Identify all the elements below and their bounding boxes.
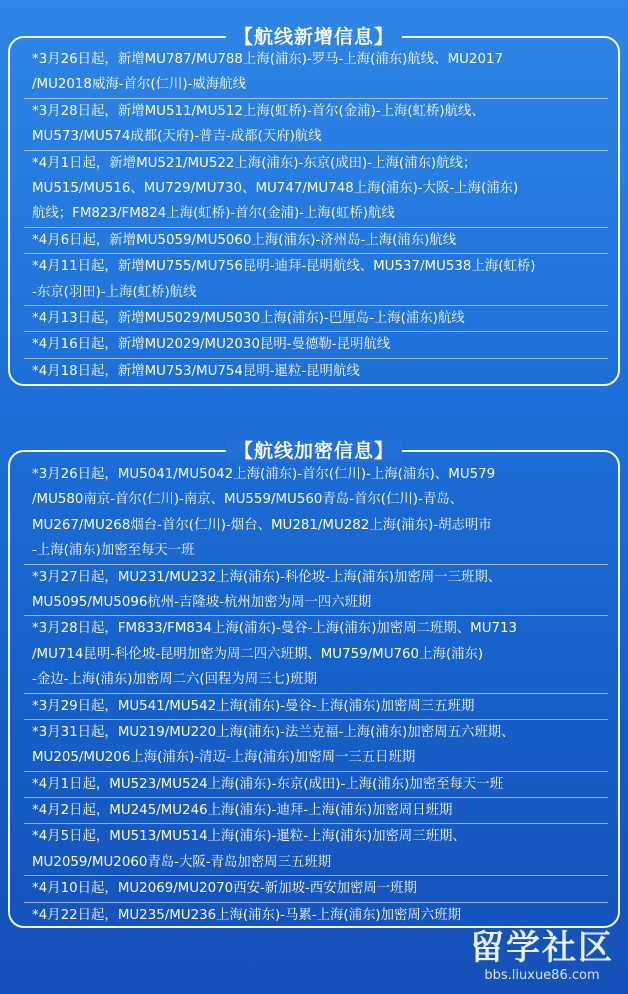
route-item-line: *3月26日起，新增MU787/MU788上海(浦东)-罗马-上海(浦东)航线、MU2017	[32, 52, 504, 67]
new-routes-title-text: 【航线新增信息】	[226, 26, 402, 48]
watermark	[470, 928, 614, 984]
route-item	[24, 694, 608, 720]
route-item-line: -金边-上海(浦东)加密周二六(回程为周三七)班期	[32, 672, 317, 688]
route-item-line: *4月10日起，MU2069/MU2070西安-新加坡-西安加密周一班期	[32, 881, 417, 897]
route-item-line: *3月29日起，MU541/MU542上海(浦东)-曼谷-上海(浦东)加密周三五班期	[32, 698, 475, 714]
route-item	[24, 616, 608, 693]
route-item-line: MU573/MU574成都(天府)-普吉-成都(天府)航线	[32, 129, 322, 145]
route-item	[24, 228, 608, 254]
added-frequency-panel	[8, 450, 620, 928]
route-item-line: *3月26日起，MU5041/MU5042上海(浦东)-首尔(仁川)-上海(浦东)、MU579	[32, 467, 496, 482]
added-frequency-title-text: 【航线加密信息】	[226, 440, 402, 462]
new-routes-panel	[8, 36, 620, 386]
new-routes-title	[0, 22, 628, 49]
route-item-line: *4月2日起，MU245/MU246上海(浦东)-迪拜-上海(浦东)加密周日班期	[32, 803, 453, 819]
route-item-line: /MU2018威海-首尔(仁川)-威海航线	[32, 77, 246, 93]
route-item	[24, 565, 608, 617]
route-item-line: -东京(羽田)-上海(虹桥)航线	[32, 284, 197, 300]
route-item-line: *3月31日起，MU219/MU220上海(浦东)-法兰克福-上海(浦东)加密周五六班期、	[32, 724, 515, 740]
route-item	[24, 359, 608, 384]
route-item-line: /MU580南京-首尔(仁川)-南京、MU559/MU560青岛-首尔(仁川)-青岛、	[32, 492, 464, 508]
route-item-line: *4月6日起，新增MU5059/MU5060上海(浦东)-济州岛-上海(浦东)航线	[32, 232, 457, 248]
route-item-line: *4月22日起，MU235/MU236上海(浦东)-马累-上海(浦东)加密周六班期	[32, 907, 461, 923]
route-item-line: MU5095/MU5096杭州-吉隆坡-杭州加密为周一四六班期	[32, 594, 372, 610]
route-item	[24, 462, 608, 565]
route-item-line: *4月11日起，新增MU755/MU756昆明-迪拜-昆明航线、MU537/MU538上海(虹桥)	[32, 259, 536, 275]
route-item-line: *4月13日起，新增MU5029/MU5030上海(浦东)-巴厘岛-上海(浦东)航线	[32, 310, 465, 326]
route-item-line: *3月28日起，FM833/FM834上海(浦东)-曼谷-上海(浦东)加密周二班期、MU713	[32, 621, 518, 637]
route-item-line: *4月16日起，新增MU2029/MU2030昆明-曼德勒-昆明航线	[32, 337, 391, 353]
route-item-line: /MU714昆明-科伦坡-昆明加密为周二四六班期、MU759/MU760上海(浦东)	[32, 646, 484, 662]
route-item	[24, 47, 608, 99]
route-item-line: MU267/MU268烟台-首尔(仁川)-烟台、MU281/MU282上海(浦东)-胡志明市	[32, 517, 492, 533]
route-item-line: 航线；FM823/FM824上海(虹桥)-首尔(金浦)-上海(虹桥)航线	[32, 206, 395, 222]
route-item	[24, 332, 608, 358]
route-item	[24, 720, 608, 772]
route-item	[24, 903, 608, 928]
route-item-line: *4月1日起，新增MU521/MU522上海(浦东)-东京(成田)-上海(浦东)航线；	[32, 155, 477, 171]
route-item-line: *4月5日起，MU513/MU514上海(浦东)-暹粒-上海(浦东)加密周三班期、	[32, 829, 466, 845]
route-item	[24, 99, 608, 151]
route-item	[24, 772, 608, 798]
route-item	[24, 824, 608, 876]
route-item	[24, 254, 608, 306]
route-item-line: *4月1日起，MU523/MU524上海(浦东)-东京(成田)-上海(浦东)加密至每天一班	[32, 776, 504, 792]
route-item-line: MU515/MU516、MU729/MU730、MU747/MU748上海(浦东)-大阪-上海(浦东)	[32, 180, 519, 196]
watermark-logo: 留学社区	[470, 928, 614, 968]
route-item-line: MU205/MU206上海(浦东)-清迈-上海(浦东)加密周一三五日班期	[32, 750, 416, 766]
added-frequency-list	[24, 462, 608, 928]
route-item	[24, 876, 608, 902]
added-frequency-title	[0, 436, 628, 463]
route-item-line: MU2059/MU2060青岛-大阪-青岛加密周三五班期	[32, 854, 332, 870]
route-item	[24, 306, 608, 332]
route-item-line: *3月27日起，MU231/MU232上海(浦东)-科伦坡-上海(浦东)加密周一三班期、	[32, 569, 502, 585]
route-item	[24, 798, 608, 824]
new-routes-list	[24, 47, 608, 384]
route-item-line: *4月18日起，新增MU753/MU754昆明-暹粒-昆明航线	[32, 363, 360, 379]
route-item-line: *3月28日起，新增MU511/MU512上海(虹桥)-首尔(金浦)-上海(虹桥)航线、	[32, 103, 485, 119]
watermark-url: bbs.liuxue86.com	[484, 968, 600, 983]
route-item	[24, 151, 608, 228]
route-item-line: -上海(浦东)加密至每天一班	[32, 543, 195, 559]
